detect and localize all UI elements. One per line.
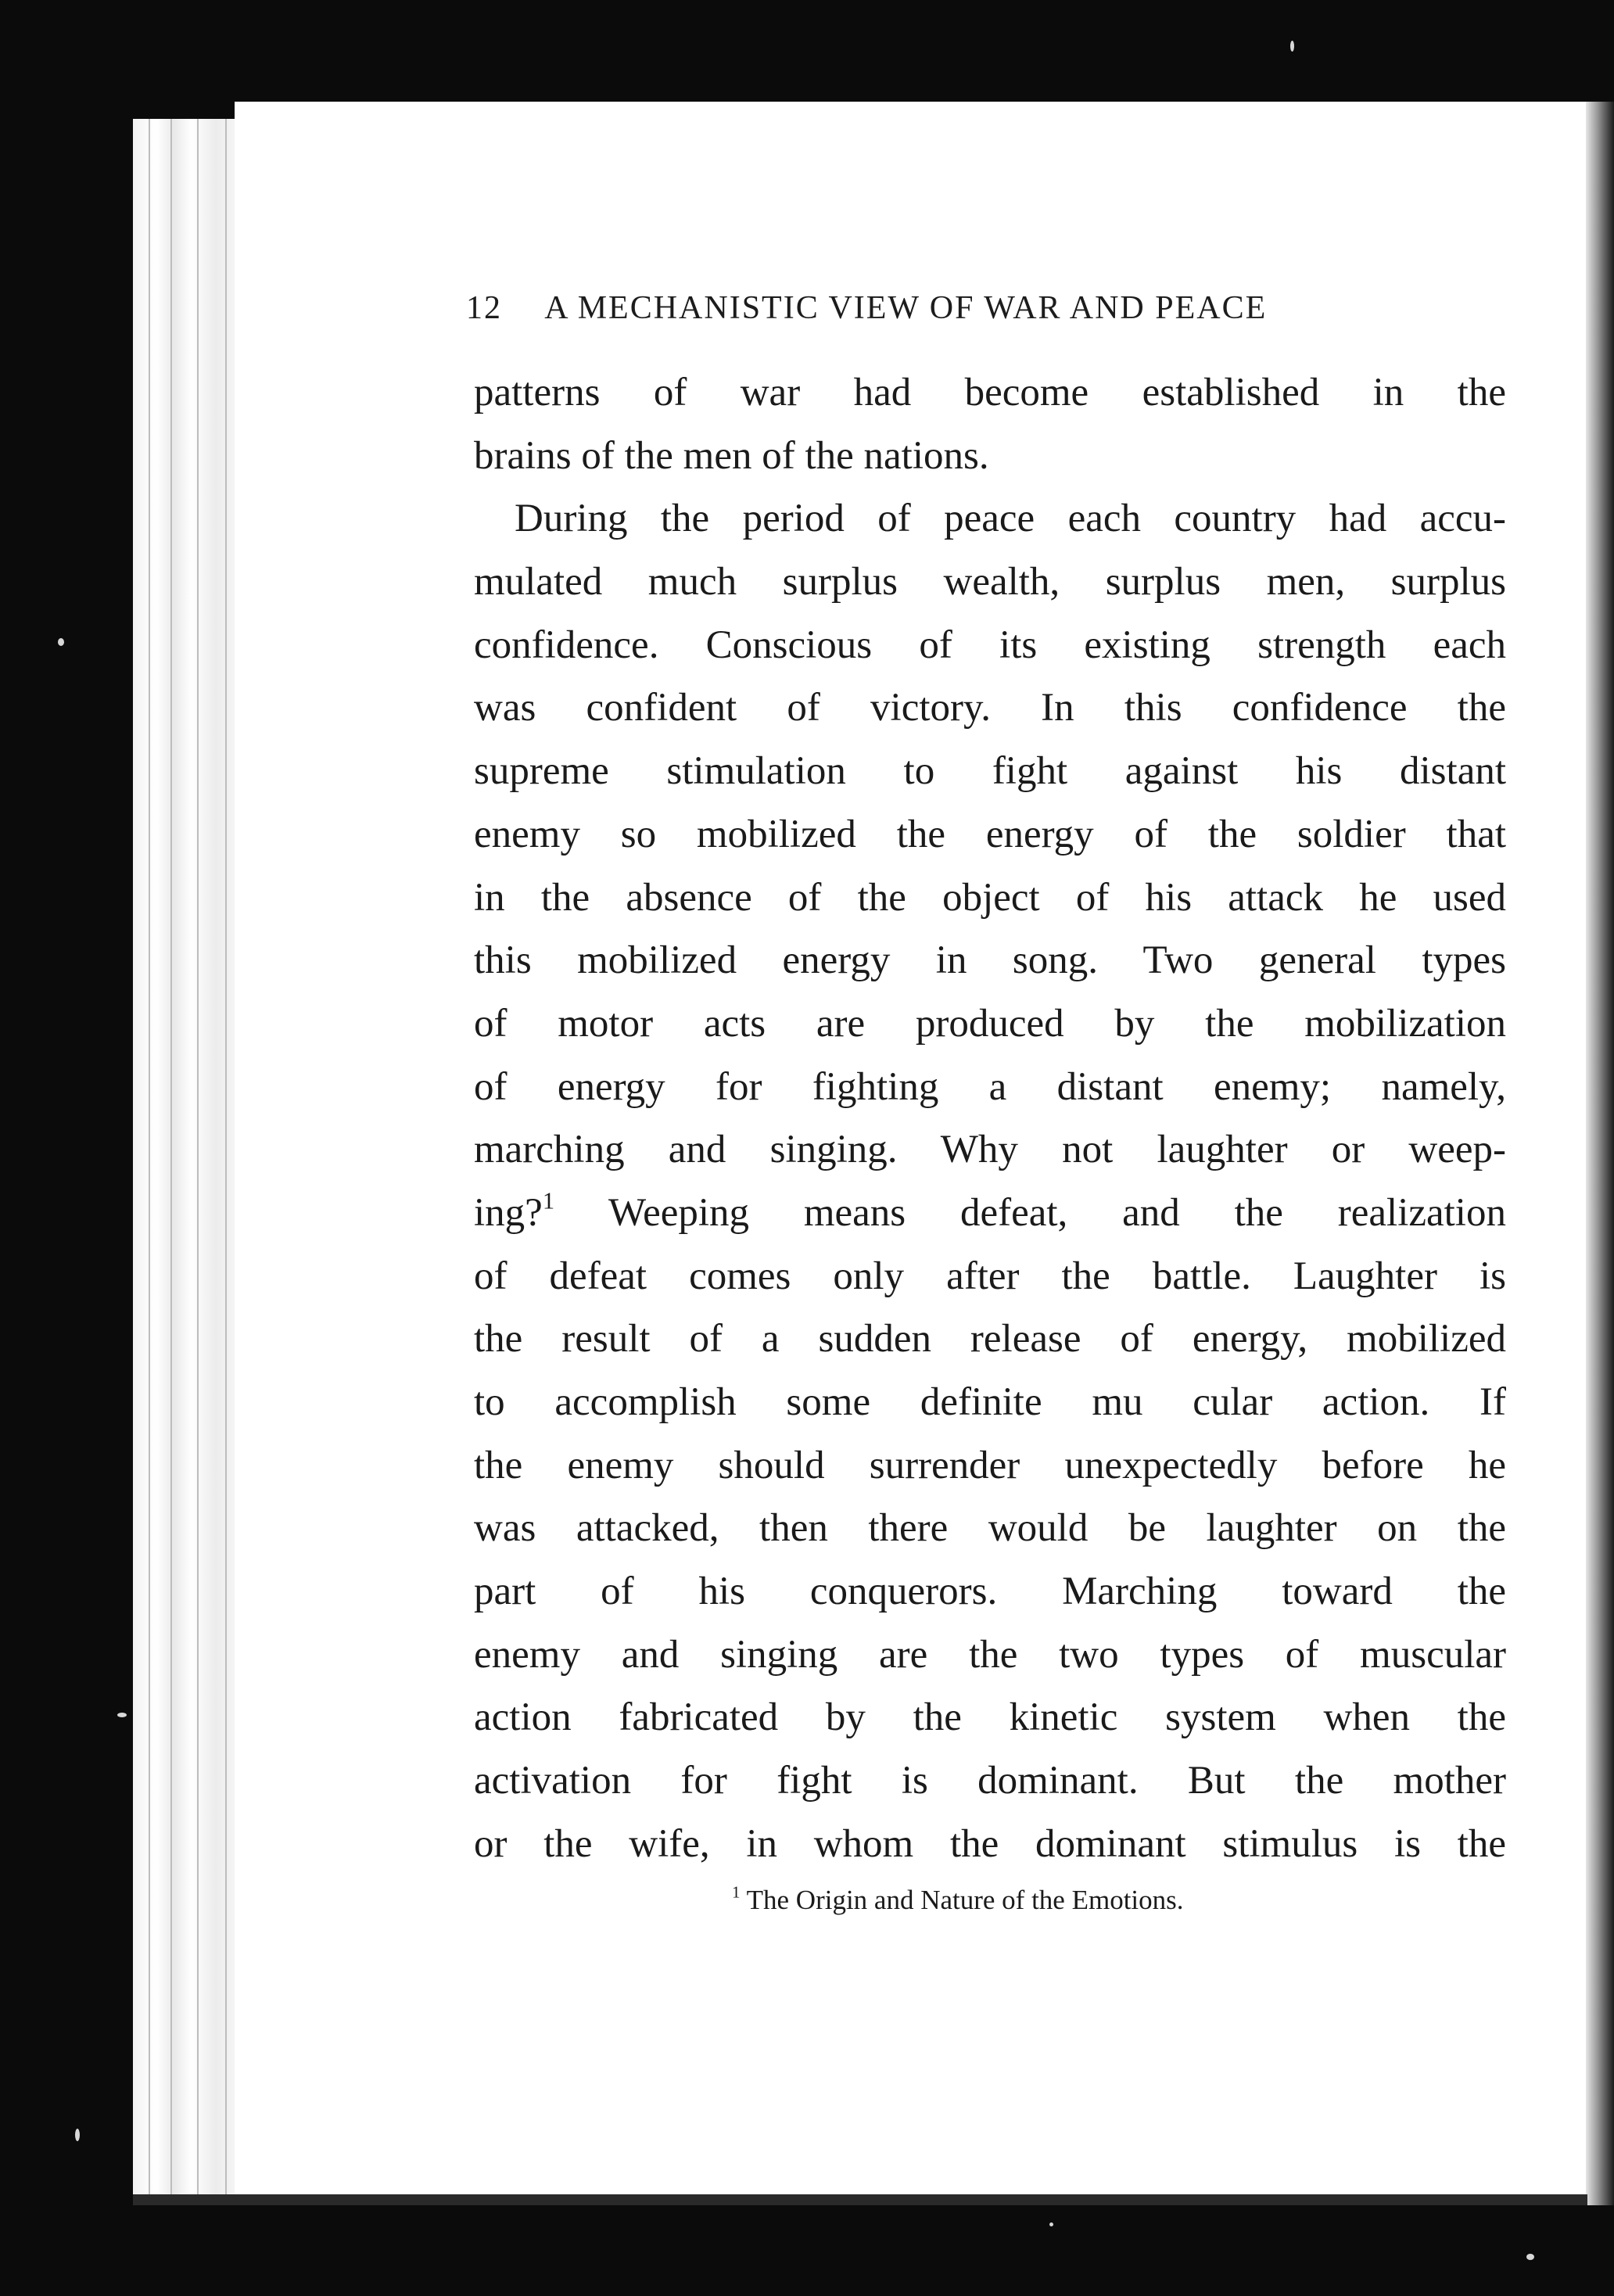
- text-line: was confident of victory. In this confidence the: [474, 686, 1506, 730]
- text-line: part of his conquerors. Marching toward the: [474, 1570, 1506, 1614]
- body-text: [474, 361, 1506, 1876]
- text-line: confidence. Conscious of its existing strength each: [474, 622, 1506, 667]
- text-line: supreme stimulation to fight against his distant: [474, 749, 1506, 794]
- text-line: enemy and singing are the two types of muscular: [474, 1632, 1506, 1677]
- scan-speck: [117, 1713, 127, 1717]
- page-number: 12: [466, 290, 502, 326]
- text-line: was attacked, then there would be laughter on the: [474, 1506, 1506, 1551]
- text-line: in the absence of the object of his attack he used: [474, 875, 1506, 920]
- text-line: or the wife, in whom the dominant stimulus is the: [474, 1821, 1506, 1866]
- scan-speck: [75, 2129, 80, 2141]
- scan-speck: [58, 638, 64, 646]
- text-fragment: ing?: [474, 1190, 543, 1235]
- footnote: [732, 1882, 1436, 1916]
- text-line: the enemy should surrender unexpectedly before he: [474, 1443, 1506, 1487]
- page-edge-line: [170, 119, 172, 2199]
- page-edge-line: [225, 119, 227, 2199]
- page-edge-line: [197, 119, 199, 2199]
- text-line: During the period of peace each country had accu-: [515, 497, 1506, 541]
- text-line: the result of a sudden release of energy, mobilized: [474, 1317, 1506, 1361]
- page-edge-line: [149, 119, 150, 2199]
- text-line: enemy so mobilized the energy of the soldier that: [474, 812, 1506, 856]
- text-line: of defeat comes only after the battle. Laughter is: [474, 1254, 1506, 1298]
- footnote-reference: 1: [542, 1187, 555, 1214]
- text-line: mulated much surplus wealth, surplus men, surplus: [474, 560, 1506, 604]
- text-line: marching and singing. Why not laughter or weep-: [474, 1128, 1506, 1172]
- text-fragment: Weeping means defeat, and the realization: [608, 1190, 1506, 1235]
- text-line: of energy for fighting a distant enemy; namely,: [474, 1064, 1506, 1109]
- book-page-edges: [133, 119, 250, 2199]
- text-line: patterns of war had become established in the: [474, 371, 1506, 414]
- page-bottom-shadow: [133, 2194, 1587, 2205]
- text-line: activation for fight is dominant. But the mother: [474, 1759, 1506, 1803]
- scan-speck: [1049, 2222, 1053, 2226]
- scan-speck: [1526, 2254, 1534, 2260]
- text-line-with-note: [474, 1182, 1506, 1245]
- text-line: this mobilized energy in song. Two general types: [474, 938, 1506, 983]
- text-line: of motor acts are produced by the mobilization: [474, 1001, 1506, 1046]
- text-line: brains of the men of the nations.: [474, 433, 989, 478]
- scan-speck: [1290, 41, 1294, 52]
- page-gutter-shadow: [1586, 102, 1614, 2205]
- text-line: to accomplish some definite mu cular action. If: [474, 1380, 1506, 1424]
- text-line: action fabricated by the kinetic system when the: [474, 1695, 1506, 1740]
- footnote-text: The Origin and Nature of the Emotions.: [746, 1885, 1184, 1915]
- footnote-marker: 1: [732, 1882, 741, 1902]
- running-header: [466, 289, 1404, 336]
- running-title: A MECHANISTIC VIEW OF WAR AND PEACE: [544, 290, 1268, 326]
